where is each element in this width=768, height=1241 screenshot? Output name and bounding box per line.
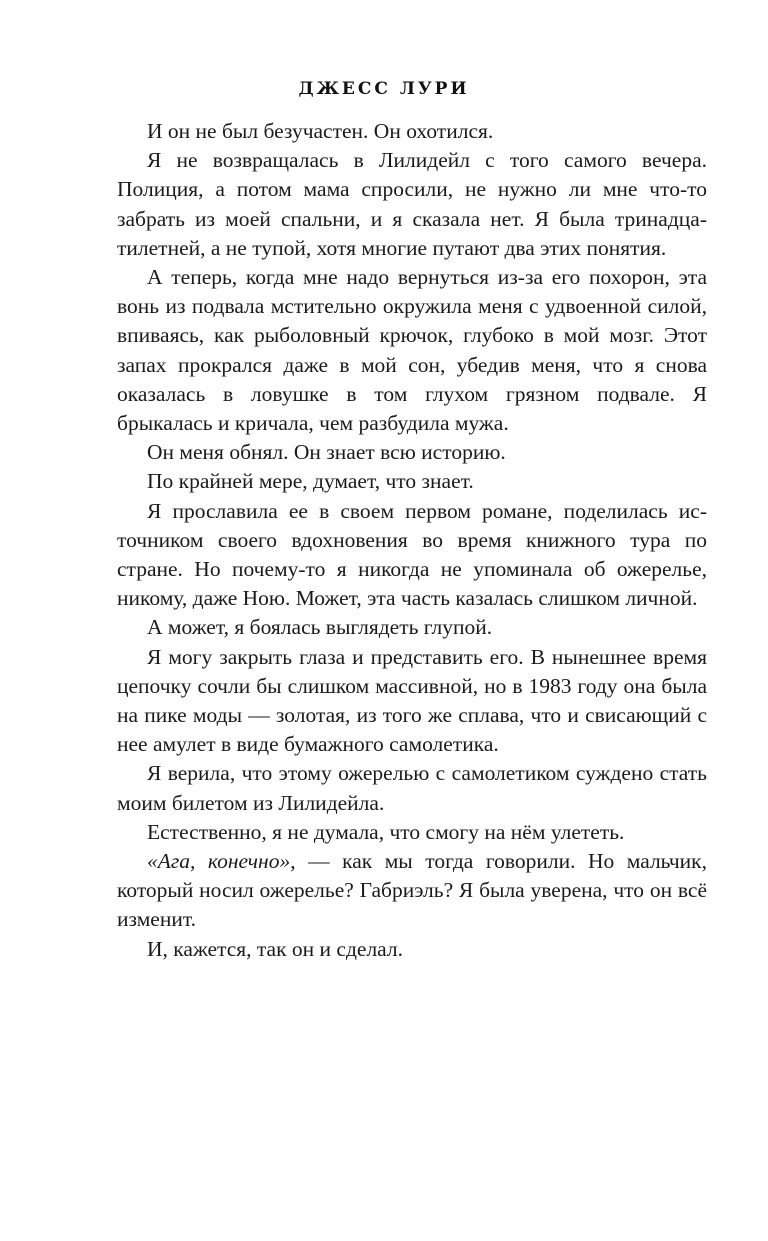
paragraph: Естественно, я не думала, что смогу на нём улететь. [147, 819, 625, 844]
paragraph: И, кажется, так он и сделал. [147, 936, 404, 961]
paragraph-with-quote [117, 847, 707, 935]
running-head-author: ДЖЕСС ЛУРИ [298, 79, 470, 99]
paragraph: По крайней мере, думает, что знает. [147, 469, 474, 494]
body-text [117, 117, 707, 964]
paragraph: Я прославила ее в своем первом романе, поделилась источником своего вдохновения во время книжного тура по стране. Но почему-то я никогда не упоминала об ожерелье, никому, даже Ною. Может, эта часть казалась слишком личной. [117, 498, 707, 611]
paragraph: Он меня обнял. Он знает всю историю. [147, 440, 506, 465]
paragraph: Я не возвращалась в Лилидейл с того самого вечера. Полиция, а потом мама спросили, не нужно ли мне что-то забрать из моей спальни, и я сказала нет. Я была тринадцатилетней, а не тупой, хотя многие путают два этих понятия. [117, 148, 707, 260]
italic-quote: «Ага, конечно» [147, 849, 291, 874]
paragraph: А теперь, когда мне надо вернуться из-за его похорон, эта вонь из подвала мстительно окружила меня с удвоенной силой, впиваясь, как рыболовный крючок, глубоко в мой мозг. Этот запах прокрался даже в мой сон, убедив меня, что я снова оказалась в ловушке в том глухом грязном подвале. Я брыкалась и кричала, чем разбудила мужа. [117, 265, 707, 436]
paragraph: Я верила, что этому ожерелью с самолетиком суждено стать моим билетом из Лилидейла. [117, 761, 707, 815]
paragraph: Я могу закрыть глаза и представить его. В нынешнее время цепочку сочли бы слишком массивной, но в 1983 году она была на пике моды — золотая, из того же сплава, что и свисающий с нее амулет в виде бумажного самолетика. [117, 644, 707, 757]
paragraph: И он не был безучастен. Он охотился. [147, 119, 494, 143]
paragraph: А может, я боялась выглядеть глупой. [147, 615, 493, 640]
paragraph-rest: , — как мы тогда говорили. Но мальчик, который носил ожерелье? Габриэль? Я была уверена, что он всё изменит. [117, 849, 707, 932]
